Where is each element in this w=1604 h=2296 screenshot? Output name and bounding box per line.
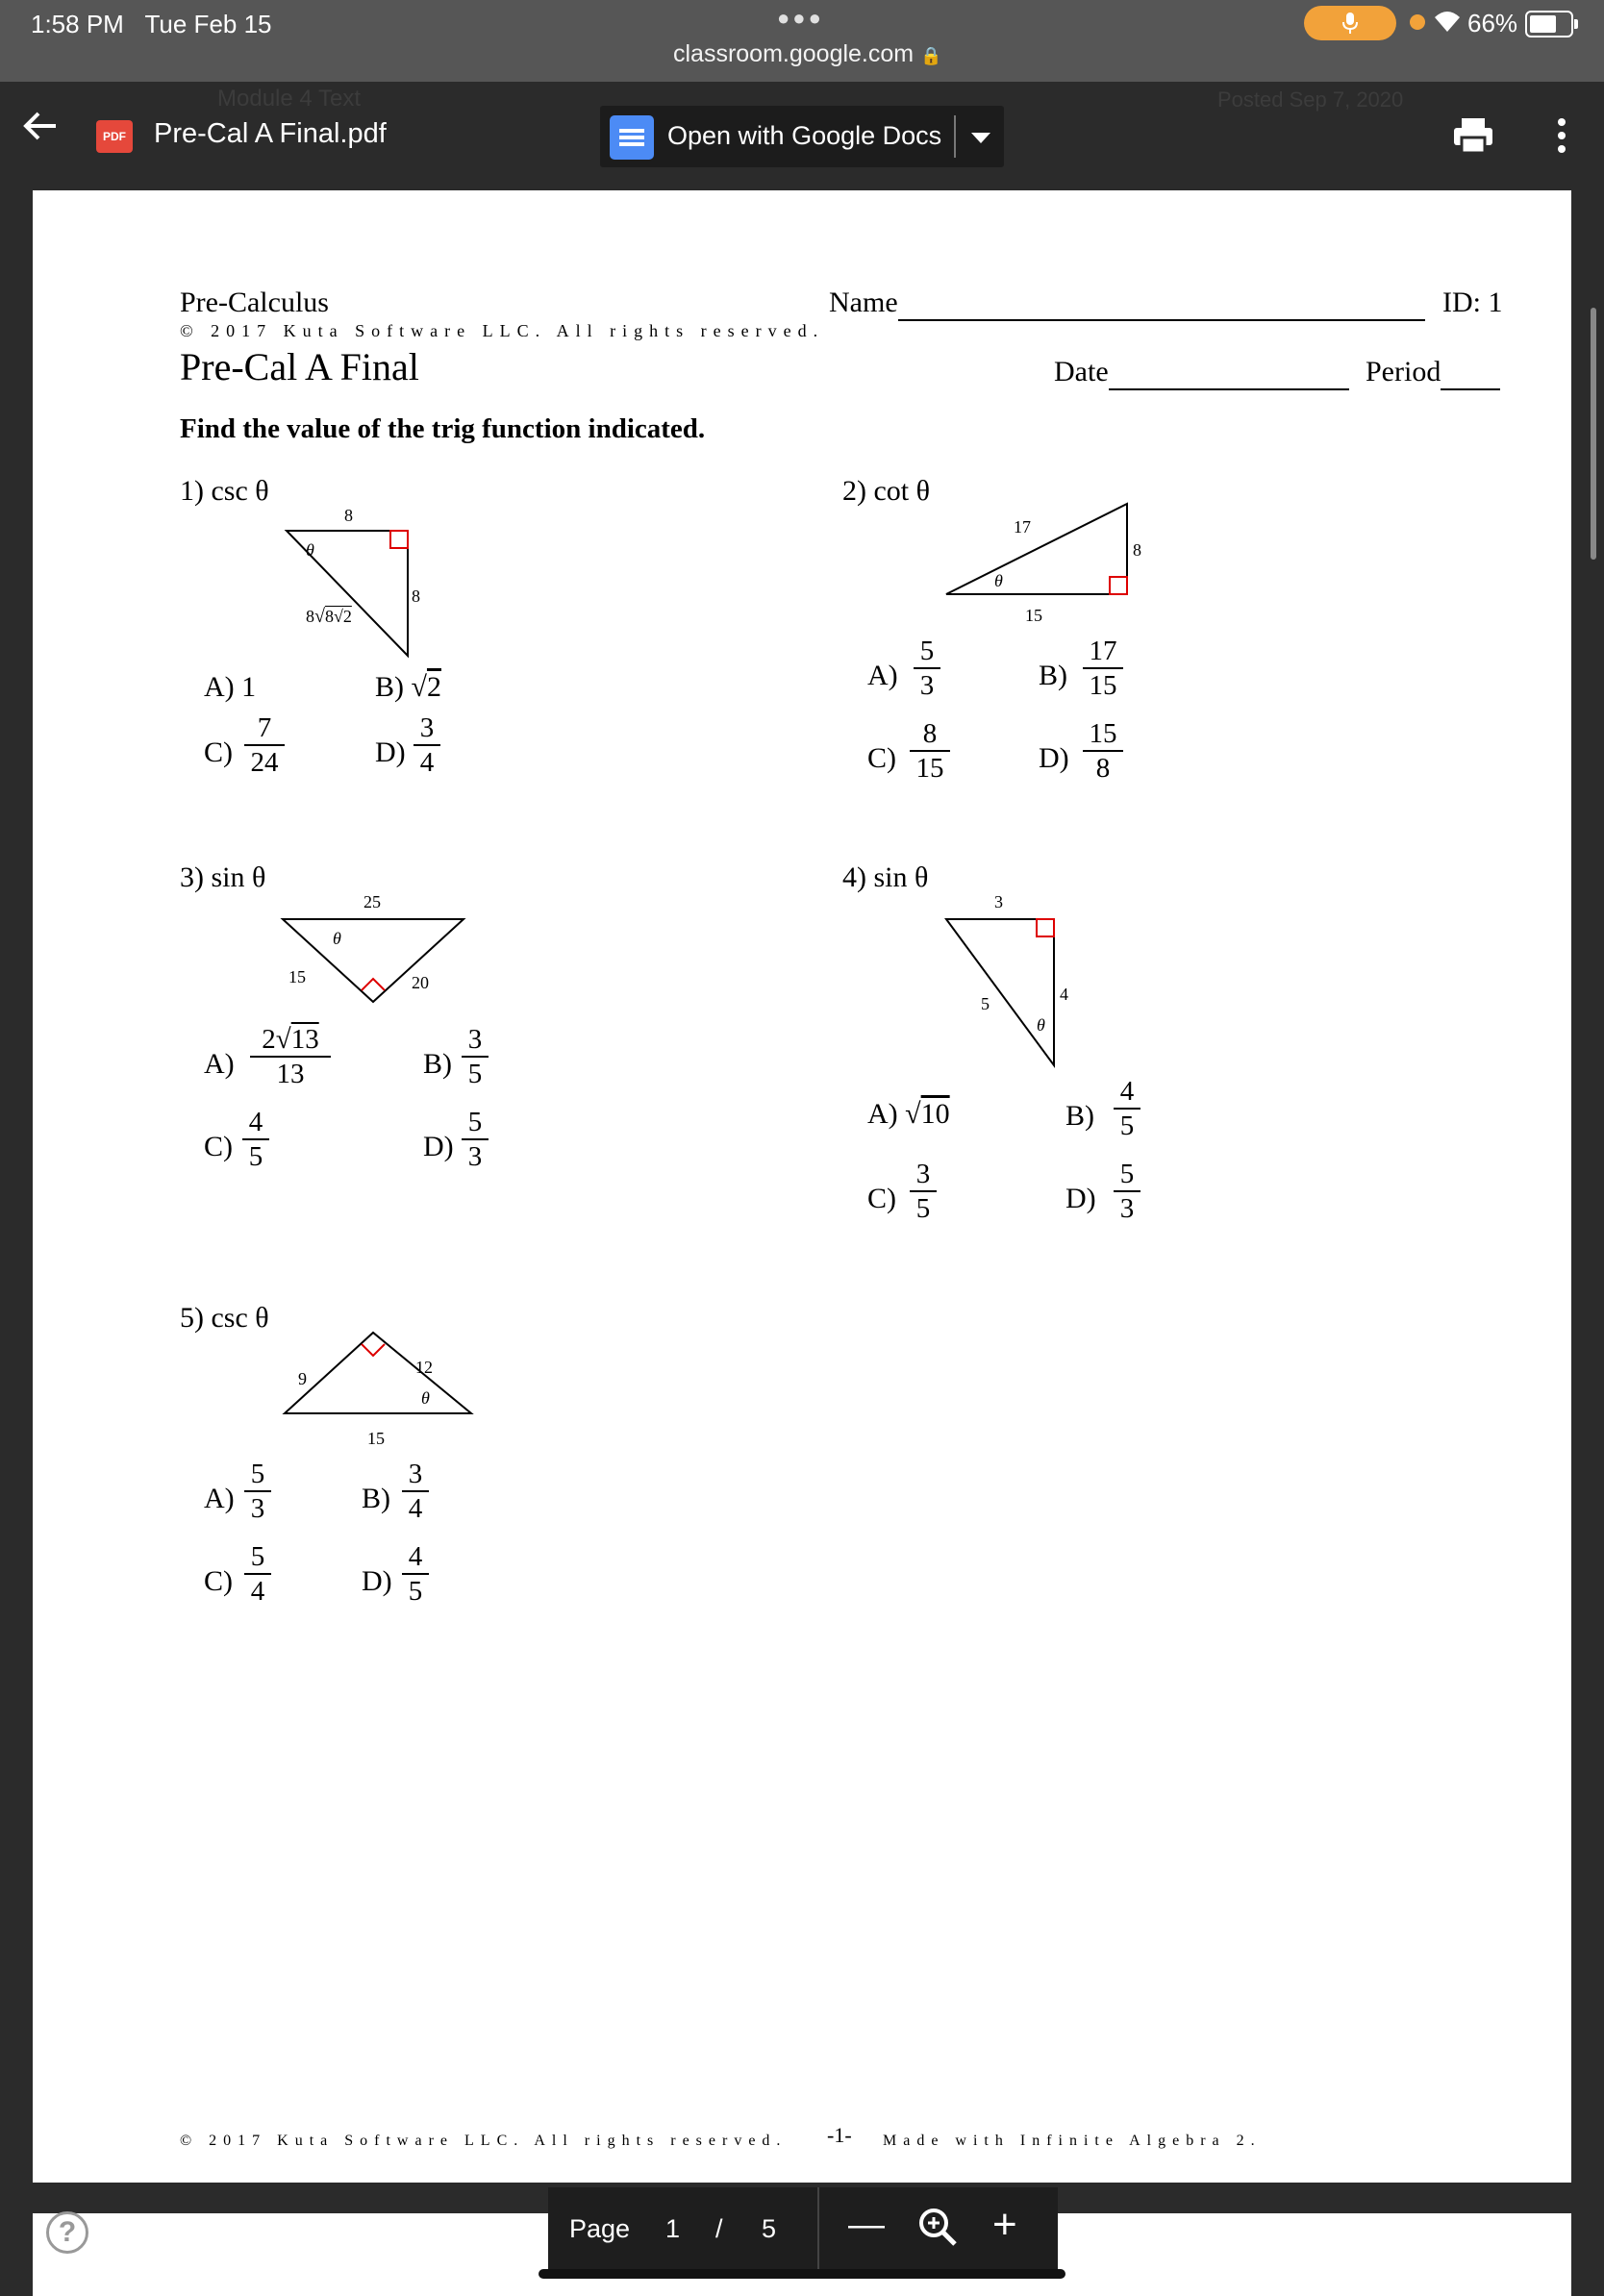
instructions: Find the value of the trig function indicated. [180,413,706,444]
problem-5-choice-c-fraction[interactable]: 5 4 [244,1540,271,1608]
problem-4-choice-d-fraction[interactable]: 5 3 [1114,1158,1140,1225]
problem-1-choice-b[interactable]: B) √2 [375,671,441,703]
svg-text:θ: θ [421,1388,430,1408]
period-field[interactable]: Period [1366,356,1500,390]
copyright-header: © 2017 Kuta Software LLC. All rights reserved. [180,321,825,340]
ios-status-bar [0,0,1604,82]
problem-1-choice-d-label[interactable]: D) [375,736,406,768]
problem-2-choice-a-fraction[interactable]: 5 3 [914,635,940,702]
problem-3-choice-d-fraction[interactable]: 5 3 [462,1106,489,1173]
problem-2-choice-c-label[interactable]: C) [867,742,896,774]
worksheet-title: Pre-Cal A Final [180,345,419,388]
help-icon[interactable]: ? [46,2211,88,2254]
problem-3-choice-c-fraction[interactable]: 4 5 [242,1106,269,1173]
id-label: ID: 1 [1442,287,1503,318]
problem-5-choice-a-label[interactable]: A) [204,1483,235,1514]
problem-2-choice-c-fraction[interactable]: 8 15 [910,717,950,785]
current-page-input[interactable]: 1 [665,2214,681,2243]
svg-text:4: 4 [1060,985,1068,1004]
problem-4-choice-d-label[interactable]: D) [1065,1183,1096,1214]
problem-3-choice-a-fraction[interactable]: 2√13 13 [250,1023,331,1090]
problem-5-choice-b-fraction[interactable]: 3 4 [402,1458,429,1525]
microphone-icon [1341,12,1360,35]
problem-3-choice-b-fraction[interactable]: 3 5 [462,1023,489,1090]
microphone-indicator [1304,6,1396,40]
problem-2-label: 2) cot θ [842,475,931,507]
problem-3-label: 3) sin θ [180,861,266,893]
url-label[interactable]: classroom.google.com 🔒 [673,40,942,67]
svg-text:8: 8 [1133,540,1141,560]
background-posted: Posted Sep 7, 2020 [1217,87,1404,112]
problem-4-choice-a[interactable]: A) √10 [867,1098,950,1130]
wifi-icon [1433,9,1462,34]
problem-1-label: 1) csc θ [180,475,269,507]
problem-4-triangle [937,879,1129,1071]
page-separator: / [715,2214,723,2243]
page-label: Page [569,2214,631,2243]
google-docs-icon [610,115,654,160]
privacy-dot-icon [1410,14,1425,30]
zoom-in-button[interactable]: + [992,2201,1017,2248]
footer-copyright: © 2017 Kuta Software LLC. All rights reserved. [180,2133,788,2149]
problem-3-triangle [273,883,504,1017]
problem-1-hypotenuse: 8√8√2 [306,606,352,627]
problem-4-choice-c-fraction[interactable]: 3 5 [910,1158,937,1225]
problem-2-choice-b-fraction[interactable]: 17 15 [1083,635,1123,702]
svg-text:θ: θ [994,571,1003,590]
back-arrow-icon[interactable] [21,109,60,143]
svg-text:17: 17 [1014,517,1031,537]
problem-5-label: 5) csc θ [180,1302,269,1334]
footer-made-with: Made with Infinite Algebra 2. [883,2133,1262,2149]
multitask-dots-icon[interactable]: ●●● [777,6,824,30]
svg-text:3: 3 [994,892,1003,911]
problem-3-choice-c-label[interactable]: C) [204,1131,233,1162]
problem-2-choice-d-fraction[interactable]: 15 8 [1083,717,1123,785]
pdf-viewer-toolbar [0,82,1604,186]
problem-2-triangle [937,498,1187,633]
svg-text:15: 15 [288,967,306,986]
svg-text:θ: θ [306,540,314,560]
pdf-page[interactable] [33,190,1571,2183]
problem-5-choice-d-fraction[interactable]: 4 5 [402,1540,429,1608]
background-title: Module 4 Text [217,86,361,112]
svg-text:20: 20 [412,973,429,992]
more-options-icon[interactable] [1556,118,1567,153]
problem-3-choice-d-label[interactable]: D) [423,1131,454,1162]
problem-5-triangle [273,1325,523,1469]
svg-text:θ: θ [1037,1015,1045,1035]
total-pages: 5 [762,2214,777,2243]
problem-4-label: 4) sin θ [842,861,929,893]
problem-2-choice-d-label[interactable]: D) [1039,742,1069,774]
problem-3-choice-b-label[interactable]: B) [423,1048,452,1080]
svg-text:15: 15 [367,1429,385,1448]
name-field[interactable]: Name [829,287,1425,321]
battery-percent: 66% [1467,9,1518,37]
problem-1-choice-a[interactable]: A) 1 [204,671,257,703]
open-with-google-docs-button[interactable]: Open with Google Docs [600,106,1004,167]
svg-text:5: 5 [981,994,990,1013]
problem-5-choice-a-fraction[interactable]: 5 3 [244,1458,271,1525]
svg-text:9: 9 [298,1369,307,1388]
svg-text:θ: θ [333,929,341,948]
problem-3-choice-a-label[interactable]: A) [204,1048,235,1080]
svg-text:8: 8 [344,508,353,525]
problem-2-choice-b-label[interactable]: B) [1039,660,1067,691]
page-navigation-bar [548,2187,1058,2274]
problem-1-choice-d-fraction[interactable]: 3 4 [414,711,440,779]
svg-text:12: 12 [415,1358,433,1377]
problem-2-choice-a-label[interactable]: A) [867,660,898,691]
zoom-icon[interactable] [917,2207,958,2247]
problem-5-choice-c-label[interactable]: C) [204,1565,233,1597]
problem-5-choice-b-label[interactable]: B) [362,1483,390,1514]
battery-icon [1525,11,1573,37]
scrollbar[interactable] [1591,308,1596,560]
dropdown-caret-icon[interactable] [971,133,990,143]
svg-text:8: 8 [412,586,420,606]
svg-text:15: 15 [1025,606,1042,625]
problem-1-choice-c-fraction[interactable]: 7 24 [244,711,285,779]
problem-1-triangle [263,508,475,661]
zoom-out-button[interactable]: — [848,2205,885,2245]
print-icon[interactable] [1452,116,1494,155]
pdf-file-icon: PDF [96,120,133,153]
date-field[interactable]: Date [1054,356,1349,390]
problem-1-choice-c-label[interactable]: C) [204,736,233,768]
footer-page-number: -1- [827,2123,852,2147]
problem-4-choice-c-label[interactable]: C) [867,1183,896,1214]
home-indicator[interactable] [539,2269,1065,2279]
problem-4-choice-b-fraction[interactable]: 4 5 [1114,1075,1140,1142]
svg-text:25: 25 [363,892,381,911]
course-name: Pre-Calculus [180,287,329,318]
file-name: Pre-Cal A Final.pdf [154,118,387,149]
status-time: 1:58 PM Tue Feb 15 [31,10,272,38]
lock-icon: 🔒 [920,46,942,65]
problem-5-choice-d-label[interactable]: D) [362,1565,392,1597]
problem-4-choice-b-label[interactable]: B) [1065,1100,1094,1132]
